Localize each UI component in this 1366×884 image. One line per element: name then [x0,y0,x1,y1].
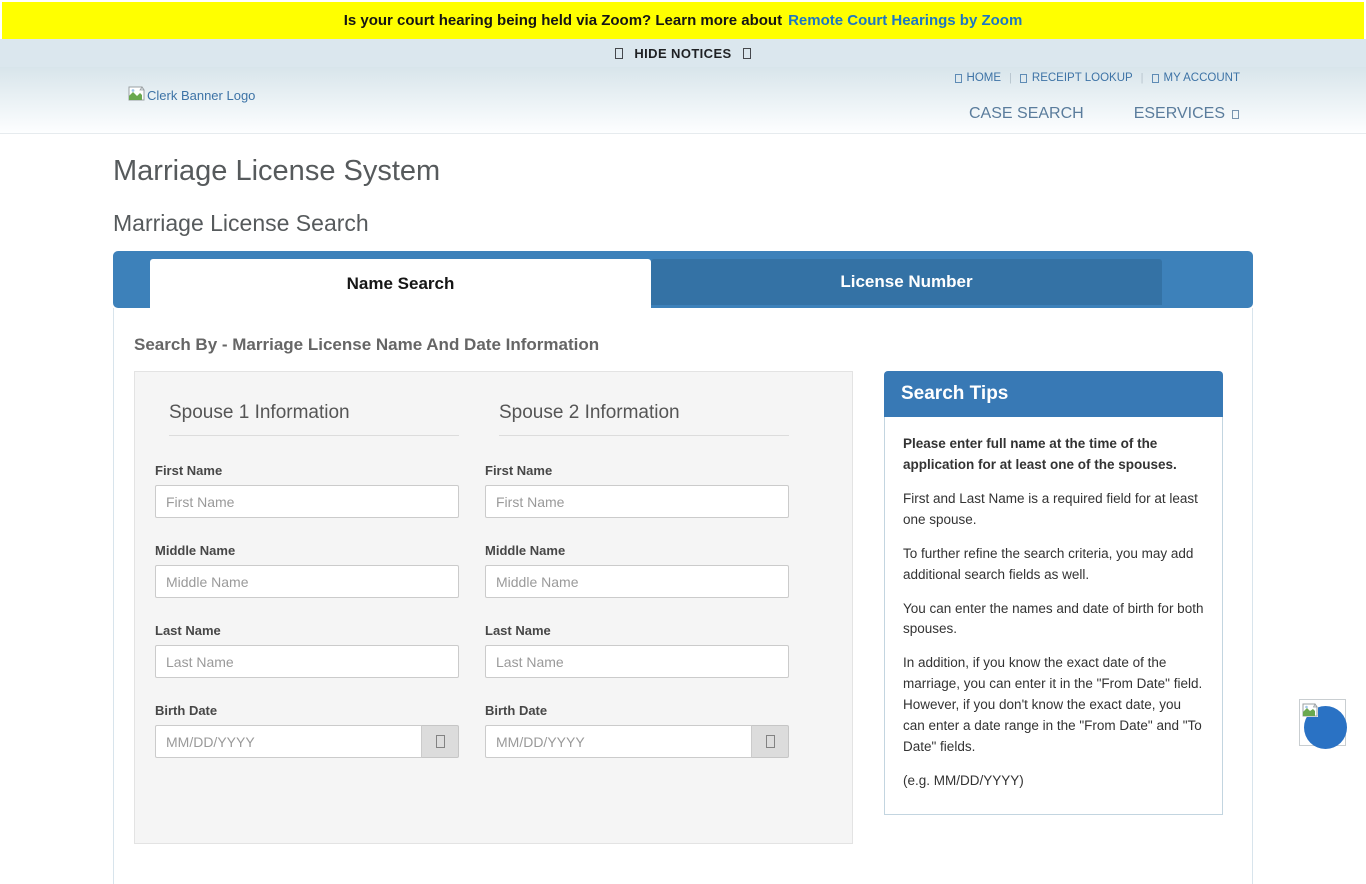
tip-paragraph: To further refine the search criteria, you may add additional search fields as well. [903,545,1194,582]
divider: | [1009,72,1012,84]
tip-paragraph: (e.g. MM/DD/YYYY) [903,772,1024,788]
spouse2-heading: Spouse 2 Information [499,402,789,436]
name-search-form [134,371,853,844]
search-tips-panel [884,371,1223,815]
user-icon [1152,74,1159,83]
spouse1-date-picker-button[interactable] [422,725,459,758]
spouse2-date-picker-button[interactable] [752,725,789,758]
tip-paragraph: First and Last Name is a required field for at least one spouse. [903,490,1198,527]
spouse1-last-name-input[interactable] [155,645,459,678]
home-icon [955,74,962,83]
spouse1-middle-name-input[interactable] [155,565,459,598]
notice-text: Is your court hearing being held via Zoom? Learn more about [343,12,783,29]
spouse1-last-name-label: Last Name [155,623,221,638]
search-tips-body [884,417,1223,815]
spouse1-heading: Spouse 1 Information [169,402,459,436]
logo-alt-text: Clerk Banner Logo [147,87,256,103]
main-content [113,155,1253,884]
caret-down-icon [1232,110,1239,119]
tab-license-number[interactable]: License Number [651,259,1162,305]
accessibility-widget-button[interactable] [1299,699,1346,746]
main-nav [969,105,1239,123]
spouse1-middle-name-label: Middle Name [155,543,236,558]
spouse2-first-name-label: First Name [485,463,553,478]
eservices-menu[interactable]: ESERVICES [1134,105,1239,123]
clerk-banner-logo[interactable] [128,86,255,104]
chevron-up-icon [743,48,751,59]
spouse1-birth-date-input[interactable] [155,725,422,758]
hide-notices-label: HIDE NOTICES [634,45,732,61]
chevron-up-icon [615,48,623,59]
spouse2-column [485,402,789,783]
spouse2-birth-date-label: Birth Date [485,703,548,718]
spouse2-middle-name-input[interactable] [485,565,789,598]
tip-paragraph: In addition, if you know the exact date of the marriage, you can enter it in the "From Date" field. However, if you don't know the exact date, you can enter a date range in the "From Date" and "To Date" fields. [903,655,1203,755]
tip-paragraph: You can enter the names and date of birth for both spouses. [903,600,1204,637]
spouse1-first-name-input[interactable] [155,485,459,518]
section-heading: Search By - Marriage License Name And Date Information [134,335,600,354]
utility-nav [955,72,1240,84]
page-title: Marriage License System [113,155,441,187]
remote-court-hearings-link[interactable]: Remote Court Hearings by Zoom [788,12,1023,29]
spouse2-middle-name-label: Middle Name [485,543,566,558]
spouse2-birth-date-input[interactable] [485,725,752,758]
spouse1-first-name-label: First Name [155,463,223,478]
receipt-icon [1020,74,1027,83]
tip-paragraph: Please enter full name at the time of the application for at least one of the spouses. [903,436,1177,472]
broken-image-icon [128,86,145,104]
search-tips-title: Search Tips [884,371,1223,417]
search-tabs [113,251,1253,308]
tab-panel-name-search [113,308,1253,884]
spouse1-column [155,402,459,783]
my-account-link[interactable]: MY ACCOUNT [1152,72,1240,84]
spouse2-last-name-label: Last Name [485,623,551,638]
case-search-link[interactable]: CASE SEARCH [969,105,1084,122]
tab-name-search[interactable]: Name Search [150,259,651,308]
site-header [0,67,1366,134]
calendar-icon [766,735,775,748]
hide-notices-button[interactable] [0,39,1366,67]
home-link[interactable]: HOME [955,72,1002,84]
broken-image-icon [1302,703,1318,717]
spouse2-last-name-input[interactable] [485,645,789,678]
spouse1-birth-date-label: Birth Date [155,703,218,718]
divider: | [1140,72,1144,84]
court-zoom-notice-banner [2,2,1364,39]
receipt-lookup-link[interactable]: RECEIPT LOOKUP [1020,72,1133,84]
spouse2-first-name-input[interactable] [485,485,789,518]
calendar-icon [436,735,445,748]
page-subtitle: Marriage License Search [113,210,369,236]
